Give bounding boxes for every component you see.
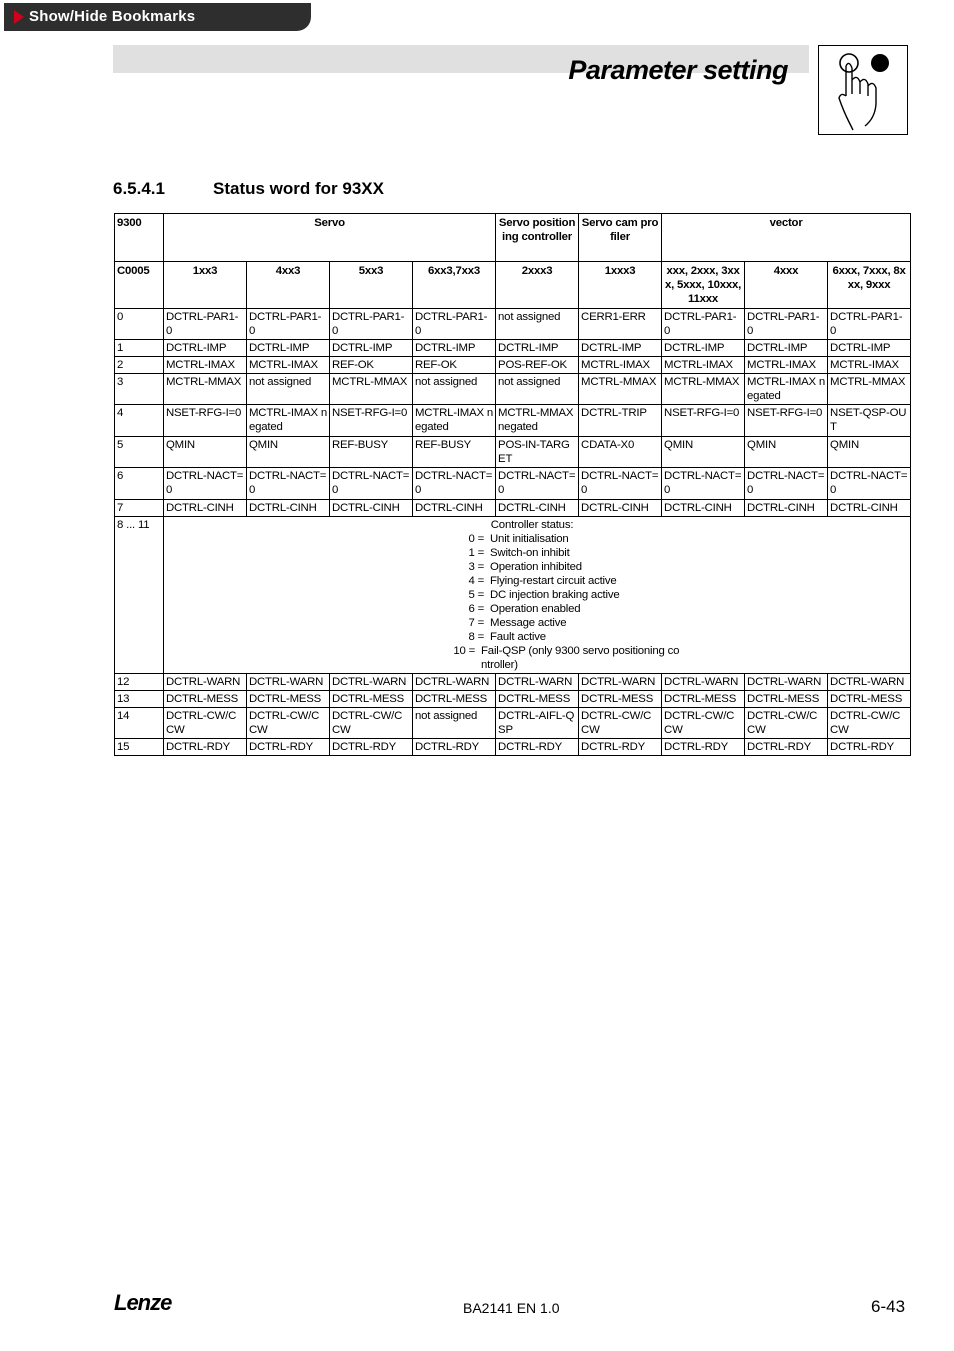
signal-cell: MCTRL-MMAX xyxy=(662,374,745,405)
bit-cell: 3 xyxy=(115,374,164,405)
signal-cell: POS-IN-TARGET xyxy=(496,437,579,468)
signal-cell: DCTRL-CINH xyxy=(413,500,496,517)
signal-cell: REF-OK xyxy=(330,357,413,374)
header-cell: 4xxx xyxy=(745,262,828,309)
header-cell: 2xxx3 xyxy=(496,262,579,309)
section-title: Status word for 93XX xyxy=(213,179,384,198)
signal-cell: not assigned xyxy=(247,374,330,405)
section-number: 6.5.4.1 xyxy=(113,179,165,198)
signal-cell: MCTRL-MMAX xyxy=(579,374,662,405)
signal-cell: DCTRL-IMP xyxy=(745,340,828,357)
signal-cell: DCTRL-NACT=0 xyxy=(330,468,413,500)
bookmarks-label: Show/Hide Bookmarks xyxy=(29,8,196,25)
signal-cell: QMIN xyxy=(247,437,330,468)
status-code: 4 = xyxy=(468,575,485,587)
signal-cell: DCTRL-RDY xyxy=(496,739,579,756)
status-description: Unit initialisation xyxy=(490,533,569,545)
signal-cell: DCTRL-RDY xyxy=(828,739,911,756)
status-word-table xyxy=(114,213,911,756)
bit-cell: 2 xyxy=(115,357,164,374)
signal-cell: DCTRL-NACT=0 xyxy=(496,468,579,500)
signal-cell: DCTRL-CW/CCW xyxy=(579,708,662,739)
signal-cell: QMIN xyxy=(828,437,911,468)
controller-status-item xyxy=(422,630,682,644)
controller-status-cell xyxy=(164,517,911,674)
signal-cell: DCTRL-IMP xyxy=(828,340,911,357)
signal-cell: DCTRL-MESS xyxy=(496,691,579,708)
signal-cell: DCTRL-WARN xyxy=(745,674,828,691)
signal-cell: DCTRL-CW/CCW xyxy=(745,708,828,739)
signal-cell: DCTRL-IMP xyxy=(164,340,247,357)
signal-cell: DCTRL-NACT=0 xyxy=(413,468,496,500)
signal-cell: DCTRL-IMP xyxy=(662,340,745,357)
signal-cell: MCTRL-IMAX xyxy=(745,357,828,374)
controller-status-item xyxy=(422,546,682,560)
signal-cell: MCTRL-IMAX negated xyxy=(247,405,330,437)
signal-cell: DCTRL-CINH xyxy=(247,500,330,517)
status-code: 3 = xyxy=(468,561,485,573)
signal-cell: NSET-RFG-I=0 xyxy=(745,405,828,437)
triangle-right-icon xyxy=(14,10,24,24)
signal-cell: QMIN xyxy=(745,437,828,468)
bit-cell: 15 xyxy=(115,739,164,756)
header-cell: 1xx3 xyxy=(164,262,247,309)
signal-cell: not assigned xyxy=(496,374,579,405)
controller-status-item xyxy=(422,588,682,602)
table-row xyxy=(115,357,911,374)
signal-cell: DCTRL-CINH xyxy=(828,500,911,517)
status-code: 7 = xyxy=(468,617,485,629)
header-cell: Servo cam profiler xyxy=(579,214,662,262)
table-row xyxy=(115,708,911,739)
table-row xyxy=(115,500,911,517)
header-cell: 6xx3,7xx3 xyxy=(413,262,496,309)
table-row xyxy=(115,691,911,708)
signal-cell: CDATA-X0 xyxy=(579,437,662,468)
signal-cell: MCTRL-IMAX negated xyxy=(413,405,496,437)
status-code: 8 = xyxy=(468,631,485,643)
signal-cell: NSET-RFG-I=0 xyxy=(164,405,247,437)
table-row xyxy=(115,468,911,500)
signal-cell: NSET-RFG-I=0 xyxy=(662,405,745,437)
bit-cell: 5 xyxy=(115,437,164,468)
section-heading xyxy=(113,179,384,199)
table-row-controller-status xyxy=(115,517,911,674)
signal-cell: DCTRL-NACT=0 xyxy=(164,468,247,500)
signal-cell: CERR1-ERR xyxy=(579,309,662,340)
status-code: 10 = xyxy=(453,645,476,657)
header-cell: Servo positioning controller xyxy=(496,214,579,262)
signal-cell: DCTRL-MESS xyxy=(164,691,247,708)
signal-cell: DCTRL-PAR1-0 xyxy=(247,309,330,340)
table-row xyxy=(115,739,911,756)
header-cell: C0005 xyxy=(115,262,164,309)
signal-cell: POS-REF-OK xyxy=(496,357,579,374)
bit-cell: 12 xyxy=(115,674,164,691)
table-row xyxy=(115,674,911,691)
controller-status-item xyxy=(422,644,682,672)
signal-cell: DCTRL-RDY xyxy=(164,739,247,756)
signal-cell: DCTRL-CW/CCW xyxy=(330,708,413,739)
table-body-bits-0-7 xyxy=(115,309,911,517)
signal-cell: DCTRL-WARN xyxy=(579,674,662,691)
table-row xyxy=(115,309,911,340)
header-cell: 6xxx, 7xxx, 8xxx, 9xxx xyxy=(828,262,911,309)
status-description: Operation enabled xyxy=(490,603,581,615)
signal-cell: QMIN xyxy=(662,437,745,468)
signal-cell: DCTRL-NACT=0 xyxy=(745,468,828,500)
bit-cell: 13 xyxy=(115,691,164,708)
controller-status-item xyxy=(422,616,682,630)
signal-cell: DCTRL-IMP xyxy=(579,340,662,357)
bit-cell: 6 xyxy=(115,468,164,500)
signal-cell: DCTRL-RDY xyxy=(330,739,413,756)
header-cell: vector xyxy=(662,214,911,262)
signal-cell: DCTRL-CINH xyxy=(579,500,662,517)
table-row xyxy=(115,340,911,357)
signal-cell: MCTRL-MMAX xyxy=(164,374,247,405)
signal-cell: MCTRL-MMAX negated xyxy=(496,405,579,437)
status-code: 6 = xyxy=(468,603,485,615)
signal-cell: REF-OK xyxy=(413,357,496,374)
signal-cell: DCTRL-WARN xyxy=(828,674,911,691)
table-row xyxy=(115,374,911,405)
controller-status-list xyxy=(392,518,682,672)
status-description: Switch-on inhibit xyxy=(490,547,570,559)
controller-status-item xyxy=(422,574,682,588)
status-description: Fault active xyxy=(490,631,546,643)
signal-cell: DCTRL-NACT=0 xyxy=(828,468,911,500)
header-cell: Servo xyxy=(164,214,496,262)
signal-cell: not assigned xyxy=(413,708,496,739)
signal-cell: DCTRL-WARN xyxy=(496,674,579,691)
signal-cell: DCTRL-AIFL-QSP xyxy=(496,708,579,739)
signal-cell: DCTRL-PAR1-0 xyxy=(662,309,745,340)
signal-cell: DCTRL-MESS xyxy=(413,691,496,708)
header-cell: 1xxx3 xyxy=(579,262,662,309)
header-row-2 xyxy=(115,262,911,309)
signal-cell: DCTRL-CW/CCW xyxy=(828,708,911,739)
signal-cell: DCTRL-CINH xyxy=(662,500,745,517)
page-title: Parameter setting xyxy=(568,55,788,85)
header-cell: 9300 xyxy=(115,214,164,262)
signal-cell: DCTRL-RDY xyxy=(745,739,828,756)
signal-cell: DCTRL-WARN xyxy=(413,674,496,691)
signal-cell: QMIN xyxy=(164,437,247,468)
header-cell: xxx, 2xxx, 3xxx, 5xxx, 10xxx, 11xxx xyxy=(662,262,745,309)
signal-cell: DCTRL-IMP xyxy=(330,340,413,357)
table-row xyxy=(115,405,911,437)
signal-cell: DCTRL-PAR1-0 xyxy=(828,309,911,340)
controller-status-title: Controller status: xyxy=(490,519,574,531)
signal-cell: DCTRL-MESS xyxy=(662,691,745,708)
signal-cell: DCTRL-PAR1-0 xyxy=(413,309,496,340)
bit-cell: 7 xyxy=(115,500,164,517)
signal-cell: DCTRL-MESS xyxy=(745,691,828,708)
signal-cell: DCTRL-IMP xyxy=(247,340,330,357)
bit-cell: 4 xyxy=(115,405,164,437)
signal-cell: DCTRL-CINH xyxy=(330,500,413,517)
signal-cell: MCTRL-IMAX xyxy=(662,357,745,374)
status-description: Flying-restart circuit active xyxy=(490,575,617,587)
signal-cell: DCTRL-MESS xyxy=(828,691,911,708)
header-row-1 xyxy=(115,214,911,262)
signal-cell: DCTRL-RDY xyxy=(247,739,330,756)
show-hide-bookmarks-button[interactable] xyxy=(4,3,311,31)
signal-cell: DCTRL-WARN xyxy=(247,674,330,691)
signal-cell: DCTRL-IMP xyxy=(413,340,496,357)
signal-cell: DCTRL-CINH xyxy=(496,500,579,517)
status-code: 1 = xyxy=(468,547,485,559)
header-cell: 4xx3 xyxy=(247,262,330,309)
signal-cell: DCTRL-RDY xyxy=(413,739,496,756)
hand-pressing-button-icon xyxy=(818,45,908,135)
signal-cell: DCTRL-WARN xyxy=(662,674,745,691)
signal-cell: DCTRL-MESS xyxy=(330,691,413,708)
status-description: Message active xyxy=(490,617,567,629)
signal-cell: DCTRL-TRIP xyxy=(579,405,662,437)
signal-cell: not assigned xyxy=(413,374,496,405)
controller-status-item xyxy=(422,560,682,574)
signal-cell: REF-BUSY xyxy=(330,437,413,468)
status-description: Fail-QSP (only 9300 servo positioning controller) xyxy=(481,645,680,671)
status-code: 0 = xyxy=(468,533,485,545)
signal-cell: DCTRL-MESS xyxy=(579,691,662,708)
bit-cell: 8 ... 11 xyxy=(115,517,164,674)
lenze-logo: Lenze xyxy=(114,1290,172,1315)
signal-cell: DCTRL-WARN xyxy=(330,674,413,691)
signal-cell: DCTRL-MESS xyxy=(247,691,330,708)
signal-cell: MCTRL-IMAX xyxy=(247,357,330,374)
signal-cell: DCTRL-CINH xyxy=(164,500,247,517)
signal-cell: REF-BUSY xyxy=(413,437,496,468)
header-cell: 5xx3 xyxy=(330,262,413,309)
signal-cell: MCTRL-MMAX xyxy=(828,374,911,405)
hand-icon-drawing xyxy=(819,46,907,134)
signal-cell: MCTRL-MMAX xyxy=(330,374,413,405)
status-description: Operation inhibited xyxy=(490,561,582,573)
signal-cell: DCTRL-NACT=0 xyxy=(662,468,745,500)
signal-cell: DCTRL-CW/CCW xyxy=(247,708,330,739)
signal-cell: NSET-QSP-OUT xyxy=(828,405,911,437)
signal-cell: DCTRL-CW/CCW xyxy=(662,708,745,739)
table-row xyxy=(115,437,911,468)
signal-cell: DCTRL-NACT=0 xyxy=(247,468,330,500)
signal-cell: MCTRL-IMAX xyxy=(164,357,247,374)
bit-cell: 14 xyxy=(115,708,164,739)
signal-cell: MCTRL-IMAX negated xyxy=(745,374,828,405)
signal-cell: DCTRL-PAR1-0 xyxy=(745,309,828,340)
signal-cell: DCTRL-PAR1-0 xyxy=(164,309,247,340)
signal-cell: DCTRL-PAR1-0 xyxy=(330,309,413,340)
signal-cell: DCTRL-NACT=0 xyxy=(579,468,662,500)
status-description: DC injection braking active xyxy=(490,589,620,601)
controller-status-item xyxy=(422,532,682,546)
signal-cell: MCTRL-IMAX xyxy=(828,357,911,374)
controller-status-item xyxy=(422,602,682,616)
table-body-bits-12-15 xyxy=(115,674,911,756)
status-code: 5 = xyxy=(468,589,485,601)
page-number: 6-43 xyxy=(871,1297,906,1316)
signal-cell: DCTRL-CINH xyxy=(745,500,828,517)
bit-cell: 1 xyxy=(115,340,164,357)
bit-cell: 0 xyxy=(115,309,164,340)
signal-cell: DCTRL-IMP xyxy=(496,340,579,357)
signal-cell: NSET-RFG-I=0 xyxy=(330,405,413,437)
signal-cell: DCTRL-RDY xyxy=(662,739,745,756)
signal-cell: MCTRL-IMAX xyxy=(579,357,662,374)
signal-cell: DCTRL-CW/CCW xyxy=(164,708,247,739)
signal-cell: DCTRL-RDY xyxy=(579,739,662,756)
signal-cell: DCTRL-WARN xyxy=(164,674,247,691)
signal-cell: not assigned xyxy=(496,309,579,340)
document-id: BA2141 EN 1.0 xyxy=(463,1300,560,1316)
